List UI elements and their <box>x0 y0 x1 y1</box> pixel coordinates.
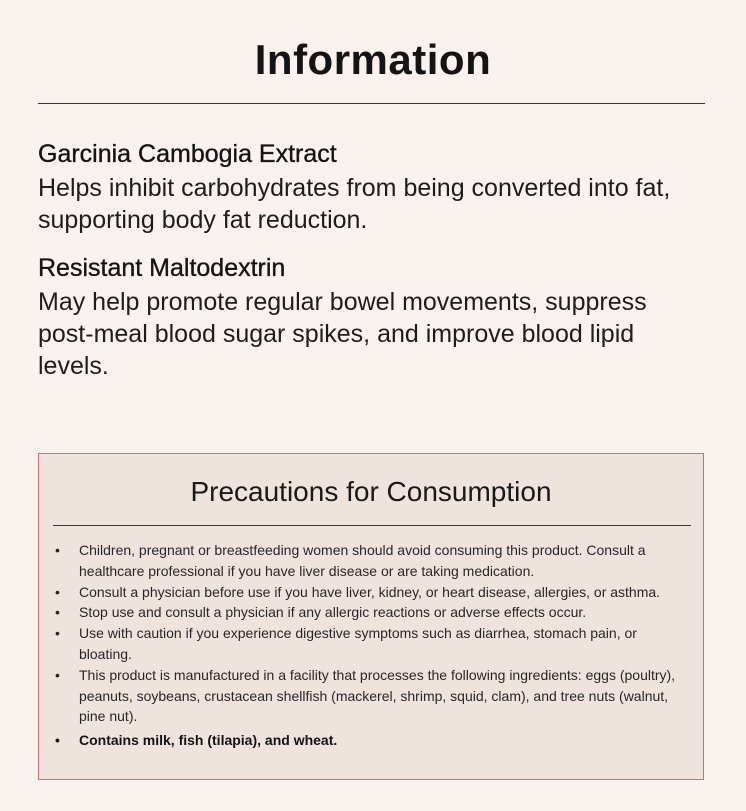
precautions-divider <box>53 525 691 526</box>
bullet-icon: • <box>55 666 60 683</box>
info-item-garcinia <box>38 139 706 236</box>
precaution-item <box>53 540 683 582</box>
precaution-text: Consult a physician before use if you have liver, kidney, or heart disease, allergies, or asthma. <box>79 583 661 600</box>
title-divider <box>38 103 705 104</box>
precautions-box <box>38 453 704 780</box>
page-title: Information <box>254 36 492 83</box>
bullet-icon: • <box>55 604 60 621</box>
info-item-maltodextrin <box>38 253 706 382</box>
precaution-item <box>53 582 683 603</box>
info-heading: Resistant Maltodextrin <box>38 254 286 282</box>
allergen-text: Contains milk, fish (tilapia), and wheat. <box>79 732 338 749</box>
info-description: May help promote regular bowel movements, suppress post-meal blood sugar spikes, and improve blood lipid levels. <box>38 288 647 380</box>
precaution-item <box>53 665 683 727</box>
bullet-icon: • <box>55 625 60 642</box>
allergen-statement <box>53 730 683 751</box>
precaution-text: Use with caution if you experience digestive symptoms such as diarrhea, stomach pain, or bloating. <box>79 625 637 662</box>
info-description: Helps inhibit carbohydrates from being converted into fat, supporting body fat reduction. <box>38 174 671 234</box>
bullet-icon: • <box>55 542 60 558</box>
bullet-icon: • <box>55 583 60 600</box>
precaution-item <box>53 623 683 665</box>
precautions-title: Precautions for Consumption <box>190 476 552 507</box>
precaution-text: This product is manufactured in a facility that processes the following ingredients: eggs (poultry), peanuts, soybeans, crustacean shellfish (mackerel, shrimp, squid, clam), and tree nuts (walnut, pine nut). <box>79 666 676 725</box>
bullet-icon: • <box>55 732 60 749</box>
precaution-text: Stop use and consult a physician if any allergic reactions or adverse effects occur. <box>79 604 587 621</box>
precaution-item <box>53 602 683 623</box>
precaution-text: Children, pregnant or breastfeeding women should avoid consuming this product. Consult a healthcare professional if you have liver disease or are taking medication. <box>79 542 646 579</box>
precautions-list <box>53 540 683 751</box>
info-heading: Garcinia Cambogia Extract <box>38 140 337 168</box>
